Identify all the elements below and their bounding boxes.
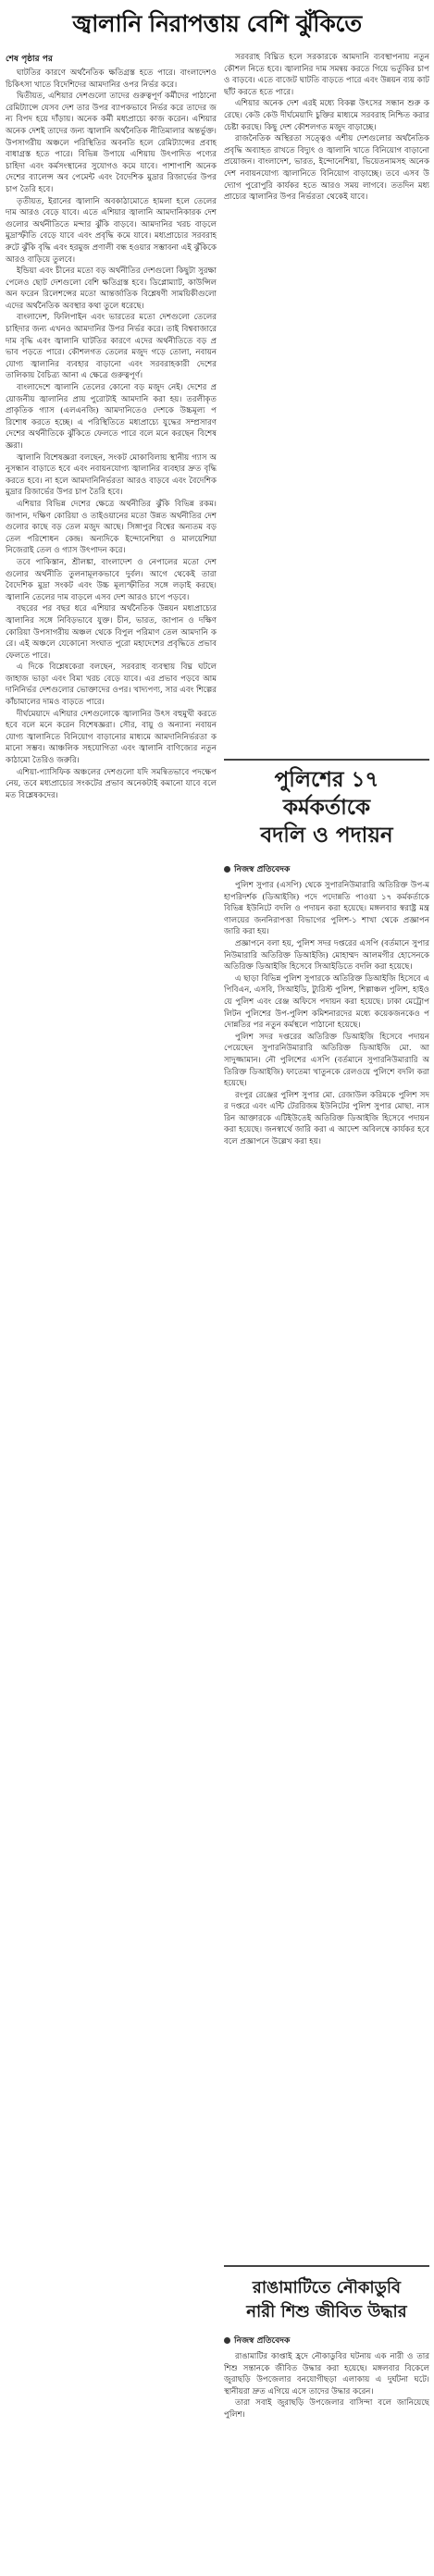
main-paragraph: সরবরাহ বিঘ্নিত হলে সরকারকে আমদানি ব্যবস্থাপনায় নতুন কৌশল নিতে হবে। জ্বালানির দাম সমন্বয় করতে গিয়ে ভর্তুকির চাপও বাড়বে। এতে বাজেট ঘাটতি বাড়তে পারে এবং উন্নয়ন ব্যয় কাটছাঁট করতে হতে পারে। — [224, 53, 429, 97]
section-divider — [224, 759, 429, 761]
police-paragraph: এ ছাড়া বিভিন্ন পুলিশ সুপারকে অতিরিক্ত ডিআইজি হিসেবে এপিবিএন, এসবি, সিআইডি, ট্যুরিস্ট পুলিশ, শিল্পাঞ্চল পুলিশ, হাইওয়ে পুলিশ এবং রেঞ্জ অফিসে পদায়ন করা হয়েছে। ঢাকা মেট্রোপলিটন পুলিশের উপ-পুলিশ কমিশনারদের মধ্যে কয়েকজনকেও পদোন্নতির পর নতুন কর্মস্থলে পাঠানো হয়েছে। — [224, 973, 429, 1031]
police-paragraph: প্রজ্ঞাপনে বলা হয়, পুলিশ সদর দপ্তরের এসপি (বর্তমানে সুপারনিউমারারি অতিরিক্ত ডিআইজি) মোহাম্মদ আলমগীর হোসেনকে অতিরিক্ত ডিআইজি হিসেবে সিআইডিতে বদলি করা হয়েছে। — [224, 938, 429, 972]
boat-byline — [224, 2334, 429, 2347]
main-story-left-column — [6, 52, 217, 2570]
boat-headline-line: রাঙামাটিতে নৌকাডুবি — [252, 2278, 402, 2297]
police-headline-line: কর্মকর্তাকে — [282, 796, 371, 820]
main-paragraph: তৃতীয়ত, ইরানের জ্বালানি অবকাঠামোতে হামলা হলে তেলের দাম আরও বেড়ে যাবে। এতে এশিয়ার জ্বালানি আমদানিকারক দেশগুলোর অর্থনীতিতে মন্দার ঝুঁকি বাড়বে। আমদানির খরচ বাড়লে মুদ্রাস্ফীতি বেড়ে যাবে এবং প্রবৃদ্ধি কমে যাবে। মধ্যপ্রাচ্যের সরবরাহ রুটে ঝুঁকি বৃদ্ধি এবং হরমুজ প্রণালী বন্ধ হওয়ার সম্ভাবনা এই ঝুঁকিকে আরও বাড়িয়ে তুলবে। — [6, 196, 217, 265]
main-story-right-column — [224, 52, 429, 755]
main-paragraph: এশিয়ার বিভিন্ন দেশের ক্ষেত্রে অর্থনীতির ঝুঁকি বিভিন্ন রকম। জাপান, দক্ষিণ কোরিয়া ও তাইওয়ানের মতো উন্নত অর্থনীতির দেশগুলোর কাছে বড় তেল মজুদ আছে। সিঙ্গাপুর বিশ্বের অন্যতম বড় তেল পরিশোধন কেন্দ্র। অন্যদিকে ইন্দোনেশিয়া ও মালয়েশিয়া নিজেরাই তেল ও গ্যাস উৎপাদন করে। — [6, 499, 217, 556]
police-story-headline — [224, 766, 429, 851]
police-headline-line: পুলিশের ১৭ — [274, 768, 379, 792]
main-headline: জ্বালানি নিরাপত্তায় বেশি ঝুঁকিতে — [72, 10, 362, 37]
main-paragraph: তবে পাকিস্তান, শ্রীলঙ্কা, বাংলাদেশ ও নেপালের মতো দেশগুলোর অর্থনীতি তুলনামূলকভাবে দুর্বল। আগে থেকেই তারা বৈদেশিক মুদ্রা সংকট এবং উচ্চ মূল্যস্ফীতির সঙ্গে লড়াই করছে। জ্বালানি তেলের দাম বাড়লে এসব দেশ আরও চাপে পড়বে। — [6, 557, 217, 602]
police-headline-line: বদলি ও পদায়ন — [260, 824, 393, 848]
main-paragraph: ইন্ডিয়া এবং চীনের মতো বড় অর্থনীতির দেশগুলো কিছুটা সুরক্ষা পেলেও ছোট দেশগুলো বেশি ক্ষতিগ্রস্ত হবে। ডিপ্লোম্যাট, কাউন্সিল অন ফরেন রিলেশন্সের মতো আন্তর্জাতিক বিশ্লেষণী সাময়িকীগুলো এদের অর্থনৈতিক অবস্থার কথা তুলে ধরেছে। — [6, 266, 217, 311]
main-paragraph: ঘাটতির কারণে অর্থনৈতিক ক্ষতিগ্রস্ত হতে পারে। বাংলাদেশও চিকিৎসা খাতে বিদেশিদের আমদানির ওপর নির্ভর করে। — [6, 68, 217, 90]
main-paragraph: দীর্ঘমেয়াদে এশিয়ার দেশগুলোকে জ্বালানির উৎস বহুমুখী করতে হবে বলে মনে করেন বিশেষজ্ঞরা। সৌর, বায়ু ও অন্যান্য নবায়নযোগ্য জ্বালানিতে বিনিয়োগ বাড়ানোর মাধ্যমে আমদানিনির্ভরতা কমানো সম্ভব। আঞ্চলিক সহযোগিতা এবং জ্বালানি বাণিজ্যের নতুন কাঠামো তৈরিও জরুরি। — [6, 709, 217, 766]
bullet-icon — [224, 866, 230, 873]
main-paragraph: এ দিকে বিশ্লেষকেরা বলছেন, সরবরাহ ব্যবস্থায় বিঘ্ন ঘটলে জাহাজ ভাড়া এবং বিমা খরচ বেড়ে যাবে। এর প্রভাব পড়বে আমদানিনির্ভর দেশগুলোর ভোক্তাদের ওপর। খাদ্যপণ্য, সার এবং শিল্পের কাঁচামালের দামও বাড়তে পারে। — [6, 663, 217, 708]
police-paragraph: রংপুর রেঞ্জের পুলিশ সুপার মো. রেজাউল করিমকে পুলিশ সদর দপ্তরে এবং এন্টি টেররিজম ইউনিটের পুলিশ সুপার মোছা. নাসরিন আক্তারকে এটিইউতেই অতিরিক্ত ডিআইজি হিসেবে পদায়ন করা হয়েছে। জনস্বার্থে জারি করা এ আদেশ অবিলম্বে কার্যকর হবে বলে প্রজ্ঞাপনে উল্লেখ করা হয়। — [224, 1090, 429, 1147]
main-paragraph: রাজনৈতিক অস্থিরতা সত্ত্বেও এশীয় দেশগুলোর অর্থনৈতিক প্রবৃদ্ধি অব্যাহত রাখতে বিদ্যুৎ ও জ্বালানি খাতে বিনিয়োগ বাড়ানো প্রয়োজন। বাংলাদেশ, ভারত, ইন্দোনেশিয়া, ভিয়েতনামসহ অনেক দেশ নবায়নযোগ্য জ্বালানিতে বিনিয়োগ বাড়াচ্ছে। তবে এসব উদ্যোগ পুরোপুরি কার্যকর হতে আরও সময় লাগবে। ততদিন মধ্যপ্রাচ্যের জ্বালানির উপর নির্ভরতা থেকেই যাবে। — [224, 134, 429, 203]
byline-text: নিজস্ব প্রতিবেদক — [234, 2336, 291, 2346]
boat-paragraph: রাঙামাটির কাপ্তাই হ্রদে নৌকাডুবির ঘটনায় এক নারী ও তার শিশু সন্তানকে জীবিত উদ্ধার করা হয়েছে। মঙ্গলবার বিকেলে জুরাছড়ি উপজেলার বনযোগীছড়া এলাকায় এ দুর্ঘটনা ঘটে। স্থানীয়রা দ্রুত এগিয়ে এসে তাদের উদ্ধার করেন। — [224, 2352, 429, 2396]
boat-story-headline — [224, 2276, 429, 2324]
boat-paragraph: তারা সবাই জুরাছড়ি উপজেলার বাসিন্দা বলে জানিয়েছে পুলিশ। — [224, 2398, 429, 2420]
main-paragraph: বছরের পর বছর ধরে এশিয়ার অর্থনৈতিক উন্নয়ন মধ্যপ্রাচ্যের জ্বালানির সঙ্গে নিবিড়ভাবে যুক্ত। চীন, ভারত, জাপান ও দক্ষিণ কোরিয়া উপসাগরীয় অঞ্চল থেকে বিপুল পরিমাণ তেল আমদানি করে। এই অঞ্চলে যেকোনো সংঘাত পুরো মহাদেশের প্রবৃদ্ধিতে প্রভাব ফেলতে পারে। — [6, 604, 217, 661]
byline-text: নিজস্ব প্রতিবেদক — [234, 865, 291, 874]
main-paragraph: এশিয়ার অনেক দেশ এরই মধ্যে বিকল্প উৎসের সন্ধান শুরু করেছে। কেউ কেউ দীর্ঘমেয়াদি চুক্তির মাধ্যমে সরবরাহ নিশ্চিত করার চেষ্টা করছে। কিছু দেশ কৌশলগত মজুদ বাড়াচ্ছে। — [224, 99, 429, 132]
jump-label: শেষ পৃষ্ঠার পর — [6, 55, 53, 64]
main-paragraph: বাংলাদেশ, ফিলিপাইন এবং ভারতের মতো দেশগুলো তেলের চাহিদার জন্য এখনও আমদানির উপর নির্ভর করে। তাই বিশ্ববাজারে দাম বৃদ্ধি এবং জ্বালানি ঘাটতির কারণে এদের অর্থনীতিতে বড় প্রভাব পড়তে পারে। কৌশলগত তেলের মজুদ গড়ে তোলা, নবায়নযোগ্য জ্বালানির ব্যবহার বাড়ানো এবং সরবরাহকারী দেশের তালিকায় বৈচিত্র্য আনা এ ক্ষেত্রে গুরুত্বপূর্ণ। — [6, 313, 217, 381]
police-paragraph: পুলিশ সুপার (এসপি) থেকে সুপারনিউমারারি অতিরিক্ত উপ-মহাপরিদর্শক (ডিআইজি) পদে পদোন্নতি পাওয়া ১৭ কর্মকর্তাকে বিভিন্ন ইউনিটে বদলি ও পদায়ন করা হয়েছে। মঙ্গলবার স্বরাষ্ট্র মন্ত্রণালয়ের জননিরাপত্তা বিভাগের পুলিশ-১ শাখা থেকে প্রজ্ঞাপন জারি করা হয়। — [224, 881, 429, 937]
main-paragraph: এশিয়া-প্যাসিফিক অঞ্চলের দেশগুলো যদি সমন্বিতভাবে পদক্ষেপ নেয়, তবে মধ্যপ্রাচ্যের সংকটের প্রভাব অনেকটাই কমানো যাবে বলে মত বিশ্লেষকদের। — [6, 767, 217, 800]
main-paragraph: জ্বালানি বিশেষজ্ঞরা বলছেন, সংকট মোকাবিলায় স্থানীয় গ্যাস অনুসন্ধান বাড়াতে হবে এবং নবায়নযোগ্য জ্বালানির ব্যবহার দ্রুত বৃদ্ধি করতে হবে। না হলে আমদানিনির্ভরতা আরও বাড়বে এবং বৈদেশিক মুদ্রার রিজার্ভের উপর চাপ তৈরি হবে। — [6, 452, 217, 498]
police-story-body — [224, 861, 429, 2258]
main-paragraph: দ্বিতীয়ত, এশিয়ার দেশগুলো তাদের গুরুত্বপূর্ণ কর্মীদের পাঠানো রেমিট্যান্সে যেসব দেশ তার উপর ব্যাপকভাবে নির্ভর করে তাদের জন্য বিপদ হয়ে দাঁড়ায়। অনেক কর্মী মধ্যপ্রাচ্যে কাজ করেন। এশিয়ার অনেক দেশই তাদের জন্য জ্বালানি অর্থনৈতিক নীতিমালার অন্তর্ভুক্ত। উপসাগরীয় অঞ্চলে পরিস্থিতির অবনতি হলে রেমিট্যান্সের প্রবাহ বাধাগ্রস্ত হতে পারে। বিভিন্ন উপায়ে এশিয়ায় উৎপাদিত পণ্যের চাহিদা এবং কর্মসংস্থানের সুযোগও কমে যাবে। পাশাপাশি অনেক দেশের ব্যালেন্স অব পেমেন্ট এবং বৈদেশিক মুদ্রার রিজার্ভের উপর চাপ তৈরি হবে। — [6, 92, 217, 194]
police-byline — [224, 862, 429, 876]
boat-story-body — [224, 2332, 429, 2570]
section-divider — [224, 2265, 429, 2267]
boat-headline-line: নারী শিশু জীবিত উদ্ধার — [246, 2302, 407, 2322]
bullet-icon — [224, 2337, 230, 2344]
main-paragraph: বাংলাদেশে জ্বালানি তেলের কোনো বড় মজুদ নেই। দেশের প্রয়োজনীয় জ্বালানির প্রায় পুরোটাই আমদানি করা হয়। তরলীকৃত প্রাকৃতিক গ্যাস (এলএনজি) আমদানিতেও দেশকে উচ্চমূল্য পরিশোধ করতে হচ্ছে। এ পরিস্থিতিতে মধ্যপ্রাচ্যে যুদ্ধের সম্প্রসারণ দেশের অর্থনীতিকে ঝুঁকিতে ফেলতে পারে বলে মনে করছেন বিশেষজ্ঞরা। — [6, 383, 217, 451]
police-paragraph: পুলিশ সদর দপ্তরের অতিরিক্ত ডিআইজি হিসেবে পদায়ন পেয়েছেন সুপারনিউমারারি অতিরিক্ত ডিআইজি মো. আসাদুজ্জামান। নৌ পুলিশের এসপি (বর্তমানে সুপারনিউমারারি অতিরিক্ত ডিআইজি) ফাতেমা খাতুনকে রেলওয়ে পুলিশে বদলি করা হয়েছে। — [224, 1032, 429, 1089]
